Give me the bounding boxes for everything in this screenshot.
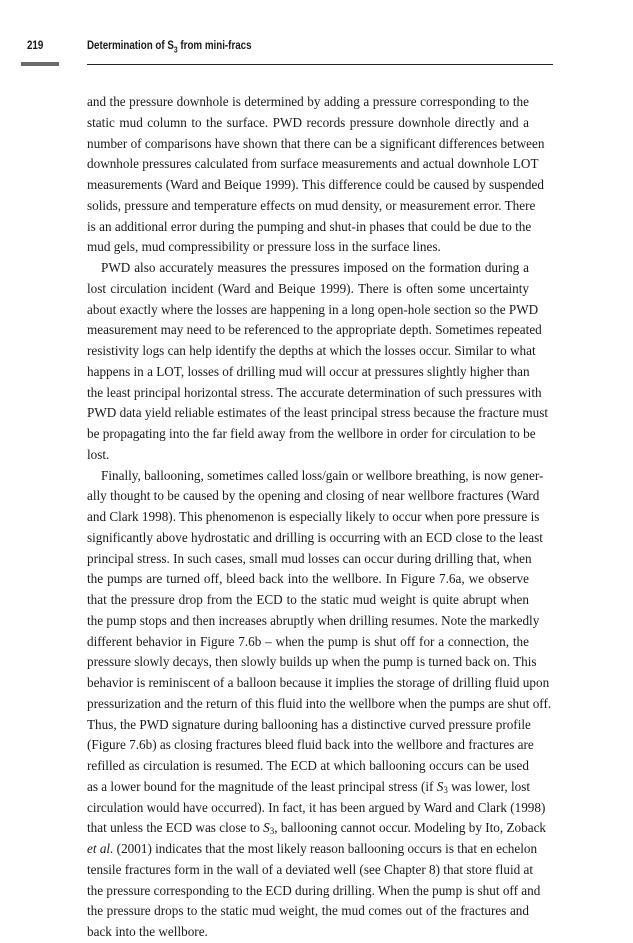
text-line xyxy=(87,507,540,528)
text-run: be propagating into the far field away from the wellbore in order for circulation to be xyxy=(87,426,536,441)
text-line xyxy=(87,694,552,715)
text-run: ally thought to be caused by the opening and closing of near wellbore fractures (Ward xyxy=(87,488,540,504)
text-run: the pressure corresponding to the ECD during drilling. When the pump is shut off and xyxy=(87,882,541,898)
text-run: is an additional error during the pumping and shut-in phases that could be due to the xyxy=(87,218,532,234)
text-run: behavior is reminiscent of a balloon because it implies the storage of drilling fluid upon xyxy=(87,675,550,690)
text-line xyxy=(87,424,536,445)
text-run: significantly above hydrostatic and drilling is occurring with an ECD close to the least xyxy=(87,529,543,545)
text-line xyxy=(87,300,539,321)
text-line xyxy=(87,611,540,632)
text-run: and Clark 1998). This phenomenon is especially likely to occur when pore pressure is xyxy=(87,509,540,524)
text-run: solids, pressure and temperature effects on mud density, or measurement error. There xyxy=(87,197,536,213)
text-line xyxy=(87,445,529,466)
text-run: the pumps are turned off, bleed back into the wellbore. In Figure 7.6a, we observe xyxy=(87,571,529,587)
text-run: was lower, lost xyxy=(447,778,531,794)
text-line xyxy=(87,549,532,570)
text-run: that unless the ECD was close to xyxy=(87,820,264,836)
text-line xyxy=(87,237,529,258)
text-run: Thus, the PWD signature during ballooning has a distinctive curved pressure profile xyxy=(87,716,531,732)
text-line xyxy=(87,403,549,424)
text-line xyxy=(87,279,529,300)
text-line xyxy=(87,134,545,155)
text-run: static mud column to the surface. PWD records pressure downhole directly and a xyxy=(87,114,529,130)
text-run: pressurization and the return of this fluid into the wellbore when the pumps are shut off. xyxy=(87,695,552,711)
header-title-symbol: S xyxy=(167,40,174,52)
header-title-text: Determination of xyxy=(87,40,168,52)
text-line xyxy=(87,258,529,279)
text-run: tensile fractures form in the wall of a deviated well (see Chapter 8) that store fluid at xyxy=(87,861,534,877)
text-line xyxy=(87,113,529,134)
text-run: that the pressure drop from the ECD to the static mud weight is quite abrupt when xyxy=(87,592,529,607)
text-line xyxy=(87,486,540,507)
text-run: circulation would have occurred). In fact, it has been argued by Ward and Clark (1998) xyxy=(87,799,546,815)
text-run: refilled as circulation is resumed. The ECD at which ballooning occurs can be used xyxy=(87,758,529,773)
text-run: (2001) indicates that the most likely reason ballooning occurs is that en echelon xyxy=(113,841,538,856)
text-line xyxy=(87,735,534,756)
text-line xyxy=(87,320,542,341)
text-run: principal stress. In such cases, small mud losses can occur during drilling that, when xyxy=(87,550,532,566)
italic-text: S xyxy=(263,820,270,836)
text-run: downhole pressures calculated from surface measurements and actual downhole LOT xyxy=(87,156,539,172)
text-run: and the pressure downhole is determined by adding a pressure corresponding to the xyxy=(87,94,529,109)
text-run: back into the wellbore. xyxy=(87,924,208,939)
text-run: as a lower bound for the magnitude of the least principal stress (if xyxy=(87,778,437,794)
page-number-bar xyxy=(21,62,59,66)
running-header xyxy=(87,40,252,54)
text-line xyxy=(87,673,550,694)
text-line xyxy=(87,715,529,736)
text-line xyxy=(87,175,544,196)
text-line xyxy=(87,652,537,673)
text-run: the least principal horizontal stress. The accurate determination of such pressures with xyxy=(87,384,542,400)
text-run: Finally, ballooning, sometimes called loss/gain or wellbore breathing, is now gener- xyxy=(101,467,544,483)
text-line xyxy=(87,798,546,819)
text-line xyxy=(87,777,529,798)
text-run: measurements (Ward and Beique 1999). This difference could be caused by suspended xyxy=(87,177,544,192)
italic-text: S xyxy=(436,778,444,794)
text-line xyxy=(87,632,529,653)
italic-text: et al. xyxy=(87,841,114,856)
subscript: 3 xyxy=(443,784,448,795)
text-line xyxy=(87,217,532,238)
text-run: the pump stops and then increases abruptly when drilling resumes. Note the markedly xyxy=(87,612,540,628)
text-line xyxy=(87,196,536,217)
text-line xyxy=(87,881,541,902)
text-run: PWD also accurately measures the pressures imposed on the formation during a xyxy=(101,260,529,275)
text-line xyxy=(87,383,542,404)
text-line xyxy=(87,341,536,362)
text-run: resistivity logs can help identify the depths at which the losses occur. Similar to what xyxy=(87,343,536,358)
text-run: number of comparisons have shown that there can be a significant differences between xyxy=(87,135,545,151)
text-run: lost circulation incident (Ward and Beique 1999). There is often some uncertainty xyxy=(87,280,529,296)
text-line xyxy=(87,569,529,590)
text-line xyxy=(87,528,543,549)
text-run: about exactly where the losses are happening in a long open-hole section so the PWD xyxy=(87,301,539,317)
text-run: mud gels, mud compressibility or pressure loss in the surface lines. xyxy=(87,239,441,255)
header-rule xyxy=(87,64,553,65)
text-run: , ballooning cannot occur. Modeling by Ito, Zoback xyxy=(274,820,547,836)
text-run: PWD data yield reliable estimates of the least principal stress because the fracture must xyxy=(87,405,549,421)
text-line xyxy=(87,901,529,922)
text-run: lost. xyxy=(87,446,110,462)
text-run: pressure slowly decays, then slowly builds up when the pump is turned back on. This xyxy=(87,654,537,670)
text-line xyxy=(87,818,547,839)
text-line xyxy=(87,154,539,175)
text-line xyxy=(87,92,529,113)
text-run: happens in a LOT, losses of drilling mud will occur at pressures slightly higher than xyxy=(87,363,530,379)
page-number: 219 xyxy=(27,40,44,52)
text-run: the pressure drops to the static mud weight, the mud comes out of the fractures and xyxy=(87,903,529,919)
text-line xyxy=(87,756,529,777)
text-run: (Figure 7.6b) as closing fractures bleed fluid back into the wellbore and fractures are xyxy=(87,737,534,753)
body-text xyxy=(87,92,552,943)
header-title-subscript: 3 xyxy=(173,45,178,55)
text-run: different behavior in Figure 7.6b – when the pump is shut off for a connection, the xyxy=(87,633,529,649)
text-line xyxy=(87,362,529,383)
text-line xyxy=(87,922,529,943)
text-run: measurement may need to be referenced to the appropriate depth. Sometimes repeated xyxy=(87,322,542,338)
text-line xyxy=(87,860,534,881)
subscript: 3 xyxy=(269,826,275,837)
header-title-text-end: from mini-fracs xyxy=(177,40,252,52)
text-line xyxy=(87,466,544,487)
text-line xyxy=(87,839,538,860)
text-line xyxy=(87,590,529,611)
